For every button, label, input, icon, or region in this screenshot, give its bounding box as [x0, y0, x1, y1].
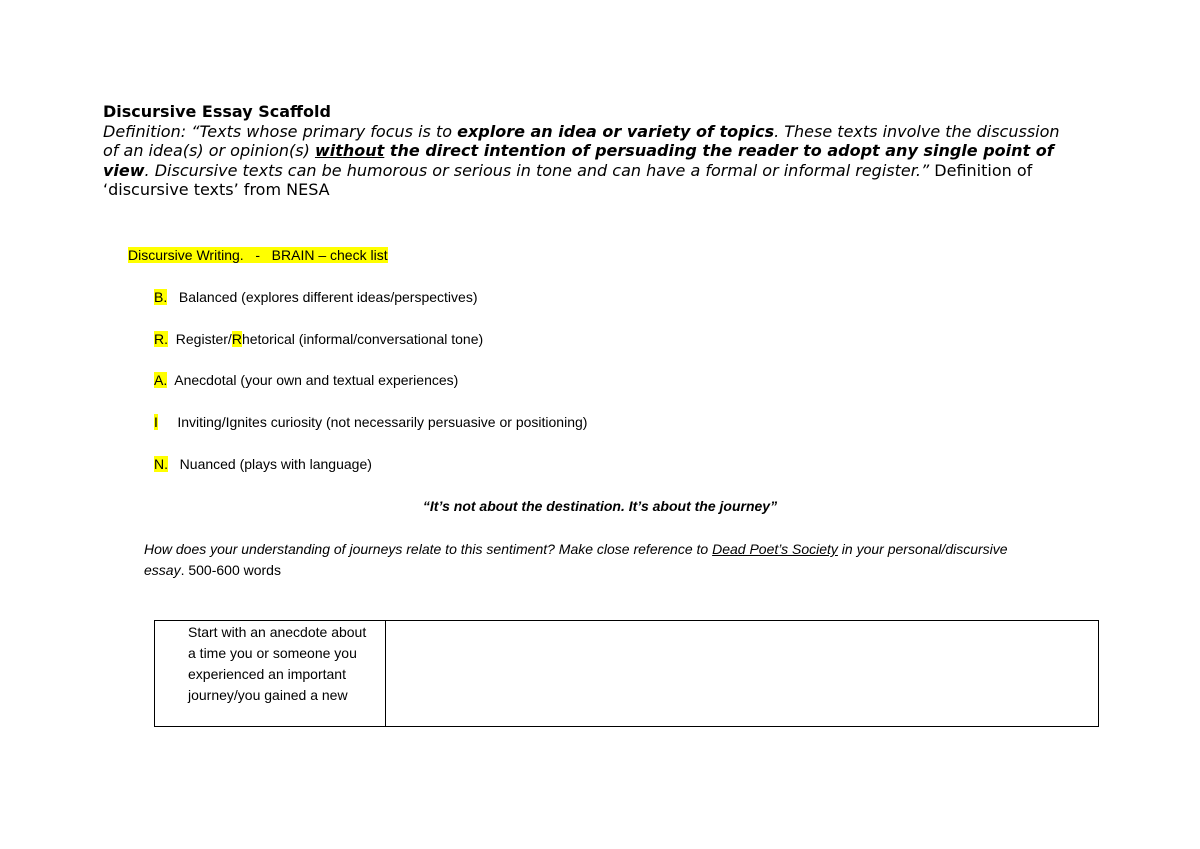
definition-paragraph — [103, 122, 1063, 200]
checklist-text: Anecdotal (your own and textual experiences) — [174, 372, 459, 388]
definition-emphasis-2: the direct intention of persuading the reader to adopt any single point of view — [103, 141, 1054, 180]
definition-emphasis-1: explore an idea or variety of topics — [457, 121, 775, 141]
checklist-text: Nuanced (plays with language) — [179, 456, 372, 472]
checklist-text: hetorical (informal/conversational tone) — [241, 331, 484, 347]
checklist-gap — [168, 331, 176, 347]
table-row — [155, 621, 1099, 727]
prompt-word-count: . 500-600 words — [180, 562, 281, 578]
checklist-item-inviting — [154, 413, 587, 431]
checklist-highlighted-letter: R — [231, 331, 242, 347]
definition-middle-1: . These texts involve the discussion of an idea(s) or opinion(s) — [103, 121, 1060, 160]
checklist-text: Inviting/Ignites curiosity (not necessarily persuasive or positioning) — [177, 414, 588, 430]
checklist-item-register — [154, 330, 483, 348]
table-cell-response[interactable] — [386, 621, 1099, 727]
checklist-item-anecdotal — [154, 371, 458, 389]
checklist-letter: A. — [154, 372, 168, 388]
checklist-letter: N. — [154, 456, 168, 472]
definition-source: Definition of ‘discursive texts’ from NESA — [103, 160, 1033, 199]
checklist-title-part1: Discursive Writing. - — [128, 247, 272, 263]
table-cell-instruction — [155, 621, 386, 727]
checklist-title-part2: BRAIN – check list — [271, 247, 388, 263]
definition-lead: Definition: “Texts whose primary focus is to — [103, 121, 458, 141]
checklist-letter: B. — [154, 289, 168, 305]
prompt-question: How does your understanding of journeys relate to this sentiment? Make close reference to — [144, 541, 713, 557]
checklist-letter: I — [154, 414, 158, 430]
checklist-letter: R. — [154, 331, 168, 347]
document-title: Discursive Essay Scaffold — [103, 102, 331, 121]
checklist-gap — [167, 289, 179, 305]
instruction-text: Start with an anecdote about a time you or someone you experienced an important journey/you gained a new — [188, 624, 367, 703]
journey-quote: “It’s not about the destination. It’s about the journey” — [422, 498, 778, 514]
checklist-gap — [158, 414, 177, 430]
heading-block — [103, 102, 1063, 200]
definition-middle-2: . Discursive texts can be humorous or serious in tone and can have a formal or informal register.” — [144, 160, 930, 180]
prompt-text-reference: Dead Poet’s Society — [712, 541, 838, 557]
checklist-text-before: Register/ — [175, 331, 232, 347]
checklist-item-nuanced — [154, 455, 372, 473]
prompt-essay-type: in your personal/discursive essay — [144, 541, 1008, 578]
checklist-gap — [168, 456, 180, 472]
checklist-item-balanced — [154, 288, 477, 306]
scaffold-table — [154, 620, 1099, 727]
essay-prompt — [144, 539, 1044, 581]
definition-underlined-word: without — [314, 141, 385, 160]
checklist-text: Balanced (explores different ideas/perspectives) — [178, 289, 478, 305]
checklist-title — [128, 246, 388, 264]
